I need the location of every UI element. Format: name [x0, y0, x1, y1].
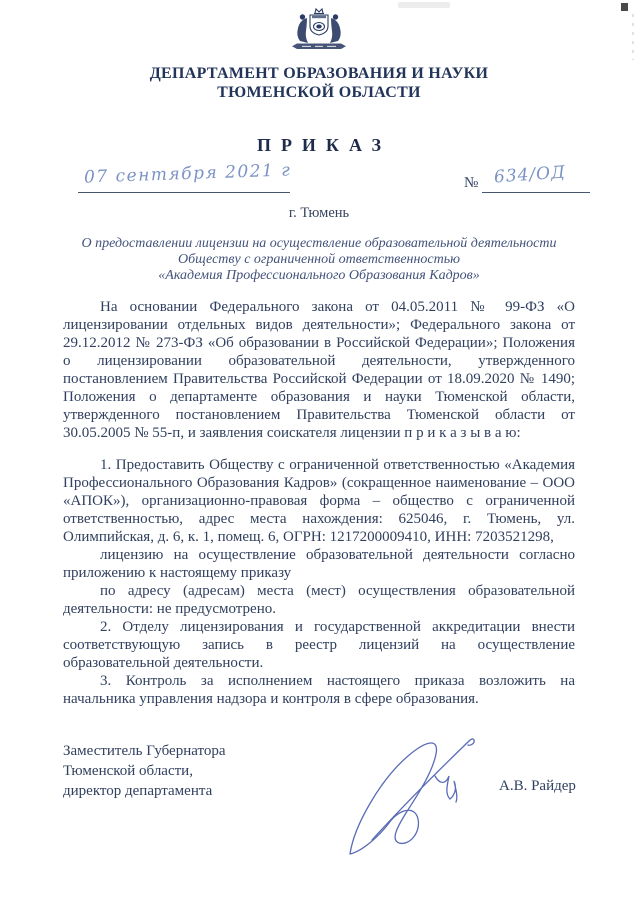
subject-line3: «Академия Профессионального Образования Кадров» [158, 268, 480, 283]
city-line: г. Тюмень [288, 205, 350, 221]
subject-line2: Обществу с ограниченной ответственностью [177, 252, 461, 267]
order-subject [40, 236, 598, 284]
signer-position-line2: Тюменской области, [63, 763, 193, 779]
paragraph-item-2: 2. Отделу лицензирования и государственной аккредитации внести соответствующую запись в реестр лицензий на осуществление образовательной деятельности. [63, 619, 575, 671]
paragraph-preamble: На основании Федерального закона от 04.05.2011 № 99-ФЗ «О лицензировании отдельных видов деятельности»; Федерального закона от 29.12.2012 № 273-ФЗ «Об образовании в Российской Федерации»; Положения о лицензировании образовательной деятельности, утвержденного постановлением Правительства Российской Федерации от 18.09.2020 № 1490; Положения о департаменте образования и науки Тюменской области, утвержденного постановлением Правительства Тюменской области от 30.05.2005 № 55-п, и заявления соискателя лицензии п р и к а з ы в а ю: [63, 299, 575, 441]
organization-title-line1: ДЕПАРТАМЕНТ ОБРАЗОВАНИЯ И НАУКИ [149, 65, 489, 82]
paragraph-item-3: 3. Контроль за исполнением настоящего приказа возложить на начальника управления надзора и контроля в сфере образования. [63, 673, 575, 707]
signer-position-line3: директор департамента [63, 783, 213, 799]
organization-title-line2: ТЮМЕНСКОЙ ОБЛАСТИ [217, 84, 421, 101]
number-sign-label: № [464, 175, 479, 191]
order-title: ПРИКАЗ [256, 135, 392, 155]
subject-line1: О предоставлении лицензии на осуществление образовательной деятельности [81, 236, 557, 251]
signer-position-line1: Заместитель Губернатора [63, 743, 226, 759]
paragraph-item-1-address: по адресу (адресам) места (мест) осуществления образовательной деятельности: не предусмотрено. [63, 583, 575, 617]
signature-autograph-icon [332, 712, 492, 877]
paragraph-item-1-license: лицензию на осуществление образовательной деятельности согласно приложению к настоящему приказу [63, 547, 575, 581]
coat-of-arms-icon [289, 6, 349, 57]
scan-artifact [632, 14, 634, 60]
number-underline [482, 176, 590, 193]
handwritten-date: 07 сентября 2021 г [83, 160, 292, 188]
organization-title [0, 64, 638, 102]
signer-name: А.В. Райдер [499, 778, 576, 794]
scan-artifact [621, 3, 628, 11]
order-body [63, 298, 575, 708]
paragraph-item-1: 1. Предоставить Обществу с ограниченной ответственностью «Академия Профессионального Образования Кадров» (сокращенное наименование – ООО «АПОК»), организационно-правовая форма – общество с ограниченной ответственностью, адрес места нахождения: 625046, г. Тюмень, ул. Олимпийская, д. 6, к. 1, помещ. 6, ОГРН: 1217200009410, ИНН: 7203521298, [63, 457, 575, 545]
handwritten-order-number: 634/ОД [493, 162, 567, 188]
date-underline [78, 176, 290, 193]
scan-artifact [398, 2, 450, 8]
signer-position [63, 741, 226, 801]
